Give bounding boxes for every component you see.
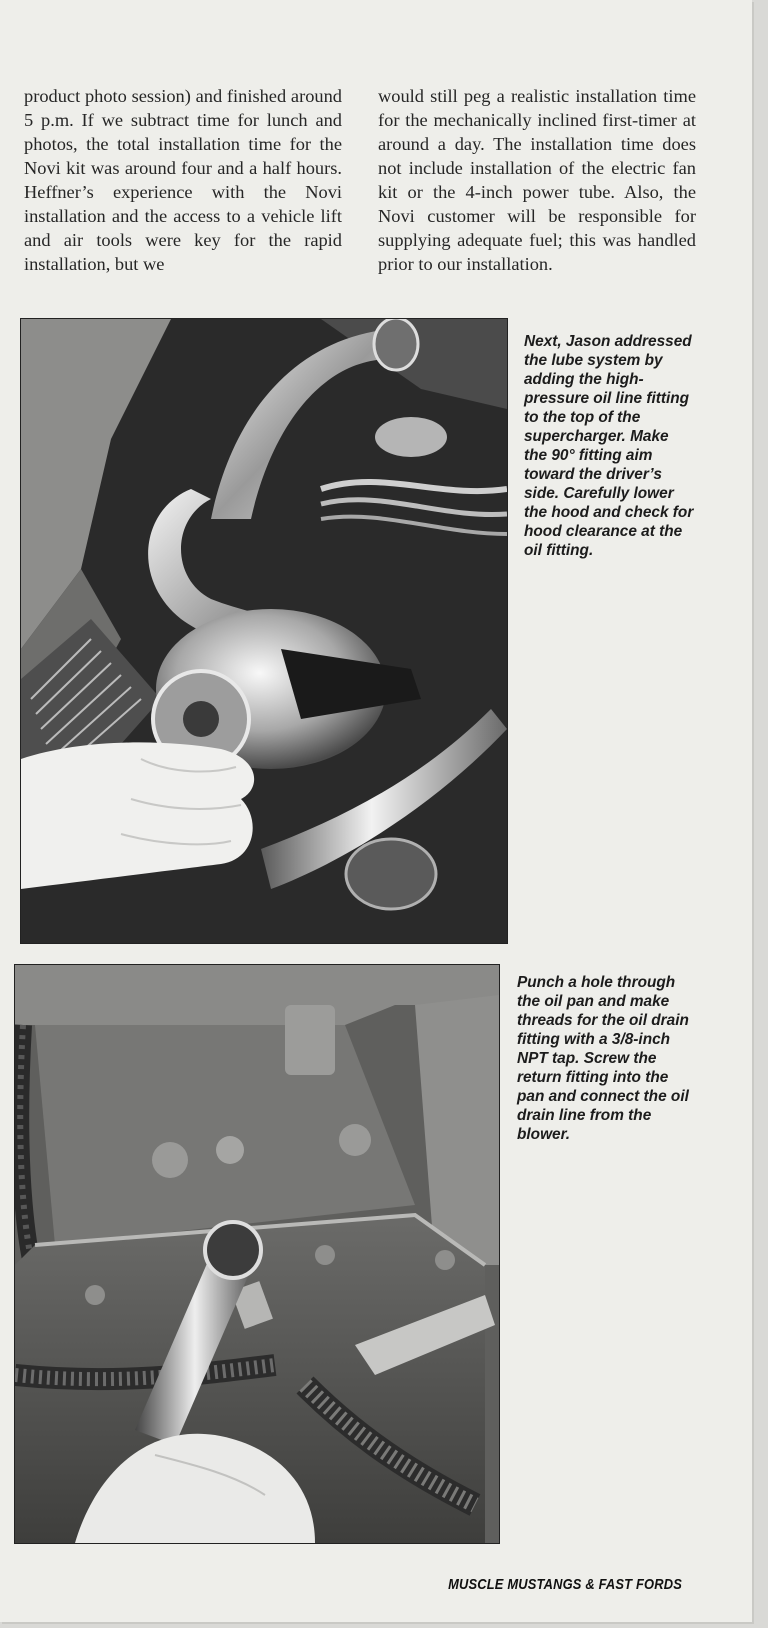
supercharger-photo-art xyxy=(21,319,507,943)
article-column-left: product photo session) and finished around 5 p.m. If we subtract time for lunch and photos, the total installation time for the Novi kit was around four and a half hours. Heffner’s experience with the Novi installation and the access to a vehicle lift and air tools were key for the rapid installation, but we xyxy=(24,86,342,274)
magazine-footer-title: MUSCLE MUSTANGS & FAST FORDS xyxy=(448,1576,682,1593)
article-column-right: would still peg a realistic installation time for the mechanically inclined first-timer at around a day. The installation time does not include installation of the electric fan kit or the 4-inch power tube. Also, the Novi customer will be responsible for supplying adequate fuel; this was handled prior to our installation. xyxy=(378,86,696,274)
supercharger-photo xyxy=(20,318,508,944)
figure-caption-2: Punch a hole through the oil pan and make threads for the oil drain fitting with a 3/8-inch NPT tap. Screw the return fitting into the pan and connect the oil drain line from the blower. xyxy=(517,974,689,1143)
oil-pan-photo xyxy=(14,964,500,1544)
oil-pan-photo-art xyxy=(15,965,499,1543)
figure-caption-1: Next, Jason addressed the lube system by adding the high-pressure oil line fitting to the top of the supercharger. Make the 90° fitting aim toward the driver’s side. Carefully lower the hood and check for hood clearance at the oil fitting. xyxy=(524,333,694,559)
